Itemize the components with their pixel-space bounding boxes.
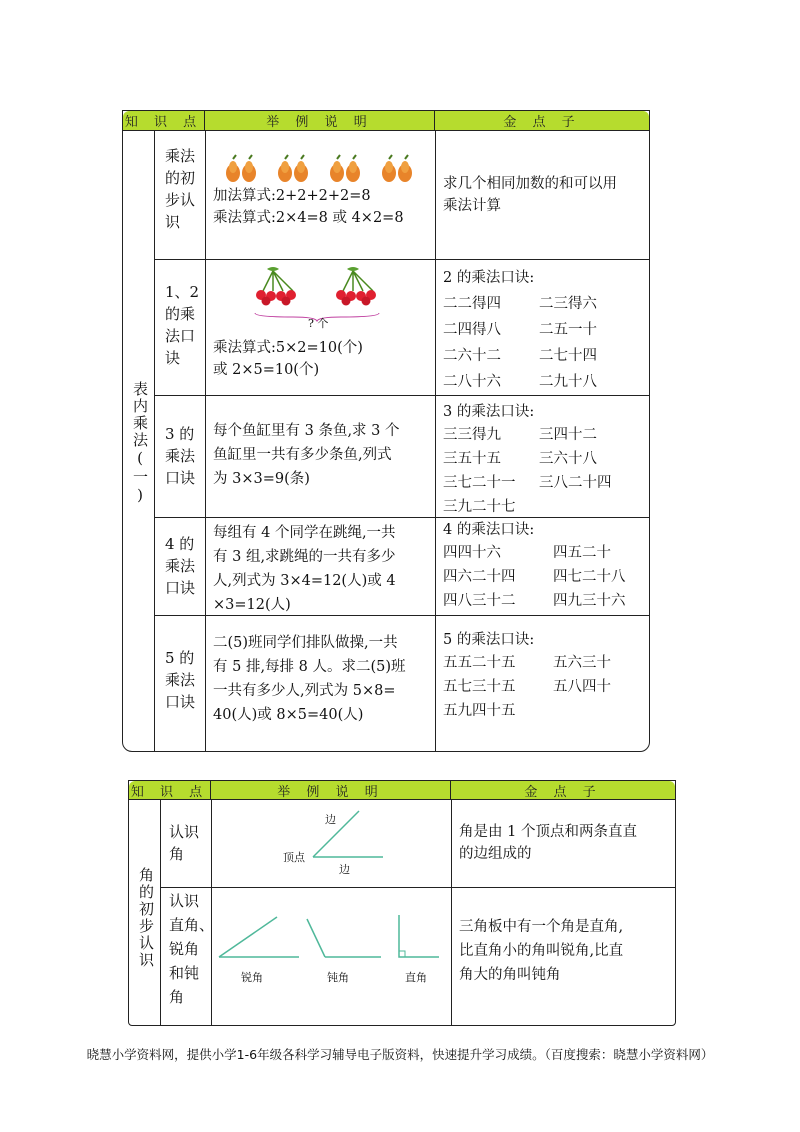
topic-multiplication-intro: 乘法 的初 步认 识 [165, 147, 196, 231]
tip-2-rhymes: 2 的乘法口诀: 二二得四 二三得六 二四得八 二五一十 二六十二 二七十四 二八十六 二九十八 [443, 270, 597, 390]
example-4-rhymes: 每组有 4 个同学在跳绳,一共 有 3 组,求跳绳的一共有多少 人,列式为 3×4=12(人)或 4 ×3=12(人) [213, 525, 396, 613]
example-3-rhymes: 每个鱼缸里有 3 条鱼,求 3 个 鱼缸里一共有多少条鱼,列式 为 3×3=9(条) [213, 423, 400, 487]
example-5-rhymes: 二(5)班同学们排队做操,一共 有 5 排,每排 8 人。求二(5)班 一共有多少人,列式为 5×8= 40(人)或 8×5=40(人) [213, 635, 406, 723]
angle-types-diagram [217, 911, 447, 971]
topic-angle-types: 认识 直角、 锐角 和钝 角 [169, 892, 215, 1006]
pears-illustration [223, 155, 423, 185]
category-label: 角的初步认识 [137, 867, 155, 969]
label-right: 直角 [405, 971, 427, 984]
tip-multiplication-intro: 求几个相同加数的和可以用 乘法计算 [443, 176, 617, 214]
topic-1-2-rhymes: 1、2 的乘 法口 诀 [165, 283, 200, 367]
pear-icon [242, 155, 256, 182]
example-1-2-rhymes: 乘法算式:5×2=10(个) 或 2×5=10(个) [213, 340, 363, 378]
cherry-count-label: ? 个 [308, 317, 329, 330]
table-header [129, 781, 675, 800]
multiplication-table [122, 110, 650, 752]
header-knowledge: 知 识 点 [123, 111, 205, 130]
topic-know-angle: 认识 角 [169, 823, 200, 863]
header-example: 举 例 说 明 [211, 781, 451, 799]
pear-icon [226, 155, 240, 182]
tip-angle-types: 三角板中有一个角是直角, 比直角小的角叫锐角,比直 角大的角叫钝角 [459, 919, 624, 983]
header-knowledge: 知 识 点 [129, 781, 211, 799]
topic-3-rhymes: 3 的 乘法 口诀 [165, 425, 196, 487]
header-tip: 金 点 子 [503, 115, 581, 130]
topic-5-rhymes: 5 的 乘法 口诀 [165, 649, 196, 711]
header-tip: 金 点 子 [524, 784, 602, 800]
tip-5-rhymes: 5 的乘法口诀: 五五二十五 五六三十 五七三十五 五八四十 五九四十五 [443, 632, 611, 719]
label-side-bottom: 边 [339, 863, 350, 876]
topic-4-rhymes: 4 的 乘法 口诀 [165, 535, 196, 597]
example-multiplication-intro: 加法算式:2+2+2+2=8 乘法算式:2×4=8 或 4×2=8 [213, 188, 404, 226]
angles-table [128, 780, 676, 1026]
tip-know-angle: 角是由 1 个顶点和两条直直 的边组成的 [459, 824, 637, 862]
label-side-top: 边 [325, 813, 336, 826]
category-label: 表内乘法(一) [131, 381, 149, 506]
cherry-icon [256, 267, 296, 306]
label-vertex: 顶点 [283, 851, 305, 864]
tip-3-rhymes: 3 的乘法口诀: 三三得九 三四十二 三五十五 三六十八 三七二十一 三八二十四 三九二十七 [443, 404, 612, 515]
label-obtuse: 钝角 [327, 971, 349, 984]
label-acute: 锐角 [241, 971, 263, 984]
header-example: 举 例 说 明 [205, 111, 435, 130]
table-header [123, 111, 649, 131]
tip-4-rhymes: 4 的乘法口诀: 四四十六 四五二十 四六二十四 四七二十八 四八三十二 四九三十六 [443, 522, 626, 609]
footer-text: 晓慧小学资料网，提供小学1-6年级各科学习辅导电子版资料，快速提升学习成绩。（百度搜索：晓慧小学资料网） [86, 1047, 714, 1062]
